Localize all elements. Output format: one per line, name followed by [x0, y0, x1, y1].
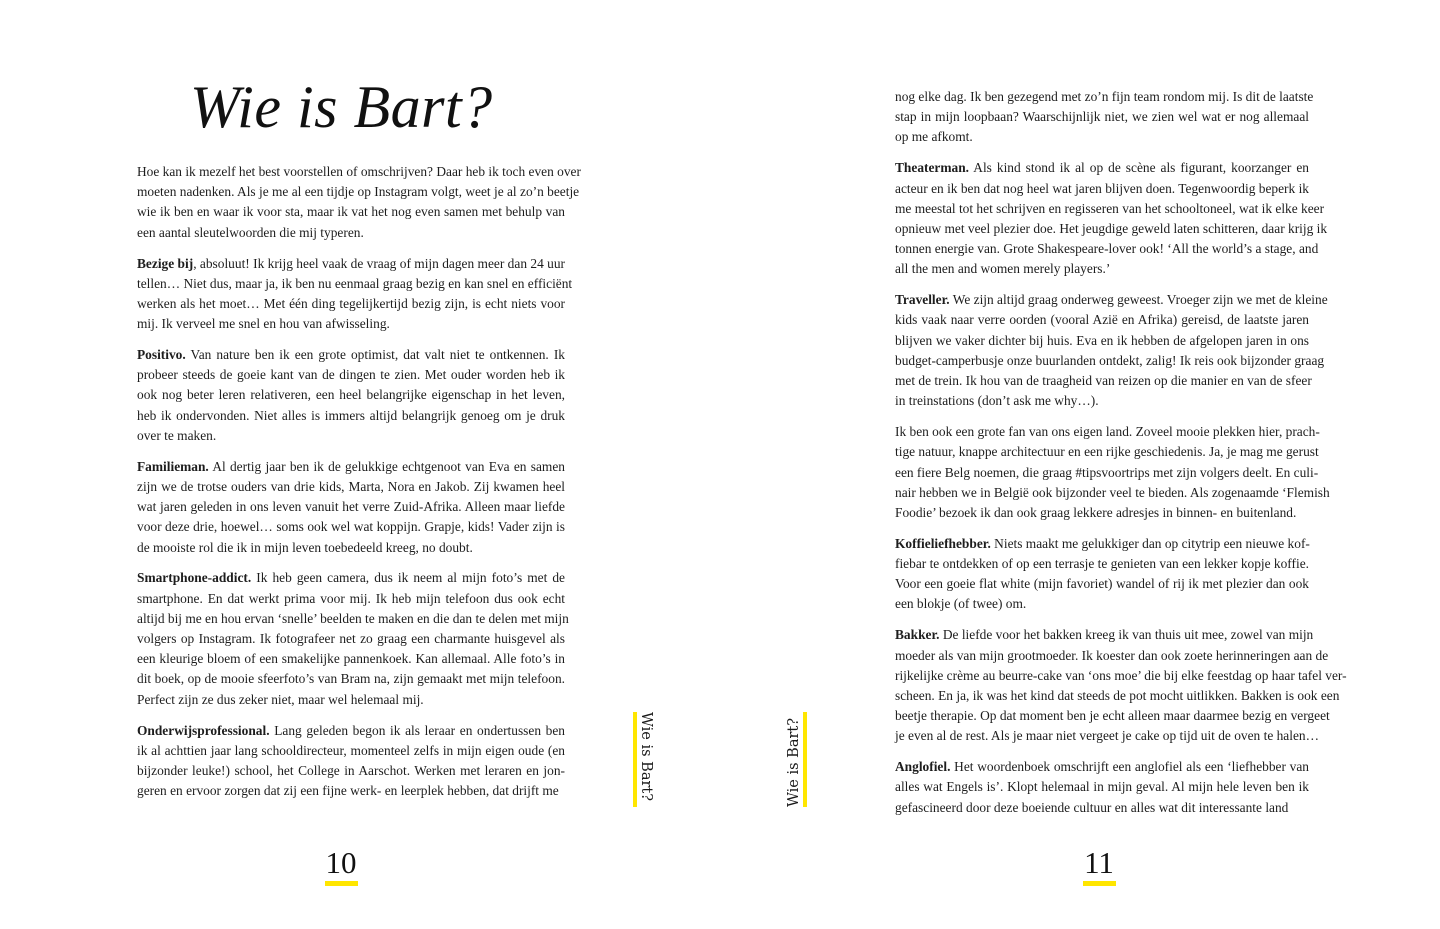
text-line [895, 331, 1309, 351]
paragraph [895, 290, 1328, 411]
paragraph-keyword: Positivo. [137, 347, 186, 362]
text-line [137, 274, 573, 294]
text-line [137, 182, 580, 202]
text-line [137, 690, 565, 710]
paragraph [137, 457, 565, 558]
text-line [137, 517, 565, 537]
line-text: me meestal tot het schrijven en regisseren van het schooltoneel, wat ik elke keer [895, 200, 1325, 216]
text-line [137, 741, 565, 761]
text-line [895, 239, 1319, 259]
page-number-right: 11 [1084, 845, 1114, 880]
text-line [137, 538, 565, 558]
text-line [895, 199, 1325, 219]
paragraph-keyword: Onderwijsprofessional. [137, 722, 270, 738]
text-line [137, 761, 565, 781]
line-text: Van nature ben ik een grote optimist, dat valt niet te ontkennen. Ik [185, 347, 565, 362]
line-text: een aantal sleutelwoorden die mij typeren. [137, 224, 364, 240]
line-text: een fiere Belg noemen, die graag #tipsvoortrips met zijn volgers deelt. En culi- [895, 464, 1319, 480]
text-line [895, 574, 1309, 594]
line-text: over te maken. [137, 427, 217, 443]
text-line [895, 503, 1309, 523]
line-text: Al dertig jaar ben ik de gelukkige echtgenoot van Eva en samen [208, 458, 565, 474]
line-text: dit boek, op de mooie sfeerfoto’s van Bram na, zijn gemaakt met mijn telefoon. [137, 671, 565, 687]
line-text: gefascineerd door deze boeiende cultuur en alles wat dit interessante land [895, 799, 1289, 815]
side-tab-accent-bar [803, 712, 807, 807]
paragraph [137, 254, 573, 335]
text-line [137, 669, 565, 689]
text-line [895, 666, 1347, 686]
text-line [895, 757, 1309, 777]
text-line [137, 477, 565, 497]
line-text: geren en ervoor zorgen dat zij een fijne werk- en leerplek hebben, dat drijft me [137, 783, 559, 799]
line-text: mij. Ik verveel me snel en hou van afwisseling. [137, 316, 390, 332]
text-line [137, 385, 565, 405]
text-line [895, 87, 1314, 107]
paragraph-keyword: Anglofiel. [895, 759, 951, 775]
paragraph-keyword: Theaterman. [895, 160, 970, 176]
line-text: Als kind stond ik al op de scène als figurant, koorzanger en [969, 160, 1309, 176]
text-line [895, 127, 1309, 147]
paragraph-keyword: Bezige bij [137, 255, 194, 271]
line-text: Het woordenboek omschrijft een anglofiel als een ‘liefhebber van [950, 759, 1309, 775]
line-text: bijzonder leuke!) school, het College in Aarschot. Werken met leraren en jon- [137, 762, 565, 778]
left-body-text [137, 162, 581, 812]
line-text: smartphone. En dat werkt prima voor mij. Ik heb mijn telefoon dus ook echt [137, 590, 565, 606]
line-text: Perfect zijn ze dus zeker niet, maar wel helemaal mij. [137, 691, 424, 707]
line-text: zijn we de trotse ouders van drie kids, Marta, Nora en Jakob. Zij kwamen heel [137, 478, 565, 494]
text-line [895, 310, 1309, 330]
text-line [895, 391, 1309, 411]
line-text: De liefde voor het bakken kreeg ik van thuis uit mee, zowel van mijn [939, 627, 1314, 643]
text-line [895, 625, 1314, 645]
text-line [895, 290, 1328, 310]
right-body-text [895, 87, 1347, 829]
line-text: Lang geleden begon ik als leraar en ondertussen ben [269, 722, 565, 738]
text-line [137, 345, 565, 365]
text-line [137, 406, 565, 426]
text-line [895, 554, 1309, 574]
text-line [137, 254, 565, 274]
line-text: , absoluut! Ik krijg heel vaak de vraag of mijn dagen meer dan 24 uur [193, 255, 566, 271]
text-line [137, 162, 581, 182]
text-line [137, 314, 565, 334]
line-text: kids vaak naar verre oorden (vooral Azië en Afrika) gereisd, de laatste jaren [895, 312, 1309, 328]
text-line [895, 442, 1319, 462]
line-text: wat jaren geleden in ons leven vanuit het verre Zuid-Afrika. Alleen maar liefde [137, 499, 565, 515]
text-line [895, 179, 1309, 199]
line-text: beetje therapie. Op dat moment ben je echt alleen maar daarmee bezig en vergeet [895, 708, 1330, 724]
line-text: moeder als van mijn grootmoeder. Ik koester dan ook zoete herinneringen aan de [895, 647, 1329, 663]
text-line [895, 158, 1309, 178]
paragraph [895, 87, 1314, 148]
right-page [720, 0, 1440, 929]
text-line [895, 686, 1340, 706]
line-text: stap in mijn loopbaan? Waarschijnlijk niet, we zien wel wat er nog allemaal [895, 109, 1309, 125]
paragraph [895, 422, 1330, 523]
text-line [895, 107, 1309, 127]
line-text: volgers op Instagram. Ik fotografeer net zo graag een charmante huisgevel als [137, 631, 565, 647]
paragraph [137, 721, 565, 802]
line-text: op me afkomt. [895, 129, 973, 145]
text-line [137, 609, 569, 629]
text-line [137, 223, 565, 243]
text-line [137, 426, 565, 446]
text-line [895, 706, 1330, 726]
paragraph [895, 625, 1347, 746]
side-tab-label: Wie is Bart? [638, 712, 654, 801]
line-text: rijkelijke crème au beurre-cake van ‘ons moe’ die bij elke feestdag op haar tafel ver- [895, 667, 1347, 683]
text-line [895, 534, 1309, 554]
line-text: met de trein. Ik hou van de traagheid van reizen op die manier en van de sfeer [895, 373, 1312, 389]
line-text: Hoe kan ik mezelf het best voorstellen of omschrijven? Daar heb ik toch even over [137, 164, 581, 179]
line-text: Voor een goeie flat white (mijn favoriet) wandel of rij ik met plezier dan ook [895, 576, 1309, 592]
line-text: budget-camperbusje onze buurlanden ontdekt, zalig! Ik reis ook bijzonder graag [895, 352, 1325, 368]
text-line [895, 422, 1320, 442]
line-text: nair hebben we in België ook bijzonder veel te bieden. Als zogenaamde ‘Flemish [895, 484, 1330, 500]
line-text: tonnen energie van. Grote Shakespeare-lover ook! ‘All the world’s a stage, and [895, 241, 1319, 257]
text-line [137, 649, 565, 669]
text-line [137, 589, 565, 609]
chapter-title: Wie is Bart? [190, 74, 493, 140]
line-text: voor deze drie, hoewel… soms ook wel wat koppijn. Grapje, kids! Vader zijn is [137, 519, 565, 535]
line-text: werken als het moet… Met één ding tegelijkertijd bezig zijn, is echt niets voor [137, 295, 565, 311]
text-line [895, 371, 1312, 391]
text-line [137, 781, 565, 801]
paragraph [137, 345, 565, 446]
paragraph [895, 158, 1328, 279]
text-line [137, 457, 565, 477]
line-text: probeer steeds de goeie kant van de dingen te zien. Met ouder worden heb ik [137, 367, 565, 383]
page-number-underline [325, 881, 358, 886]
line-text: fiebar te ontdekken of op een terrasje te genieten van een lekker kopje koffie. [895, 556, 1309, 572]
line-text: We zijn altijd graag onderweg geweest. Vroeger zijn we met de kleine [949, 292, 1328, 308]
text-line [137, 721, 565, 741]
text-line [895, 646, 1329, 666]
line-text: nog elke dag. Ik ben gezegend met zo’n fijn team rondom mij. Is dit de laatste [895, 89, 1314, 104]
line-text: in treinstations (don’t ask me why…). [895, 393, 1099, 409]
line-text: altijd bij me en hou ervan ‘snelle’ beelden te maken en die dan te delen met mijn [137, 610, 569, 626]
line-text: scheen. En ja, ik was het kind dat steeds de pot mocht uitlikken. Bakken is ook een [895, 687, 1340, 703]
paragraph [137, 162, 581, 243]
line-text: Ik heb geen camera, dus ik neem al mijn foto’s met de [251, 570, 565, 586]
paragraph [895, 534, 1309, 615]
text-line [137, 365, 565, 385]
line-text: all the men and women merely players.’ [895, 261, 1111, 277]
line-text: tellen… Niet dus, maar ja, ik ben nu eenmaal graag bezig en kan snel en efficiënt [137, 275, 573, 291]
text-line [895, 463, 1319, 483]
text-line [895, 594, 1309, 614]
paragraph-keyword: Bakker. [895, 627, 940, 643]
paragraph-keyword: Familieman. [137, 458, 209, 474]
line-text: alles wat Engels is’. Klopt helemaal in mijn geval. Al mijn hele leven ben ik [895, 779, 1309, 795]
line-text: Foodie’ bezoek ik dan ook graag lekkere adresjes in binnen- en buitenland. [895, 504, 1297, 520]
page-number-left: 10 [325, 845, 357, 880]
paragraph [895, 757, 1309, 818]
text-line [895, 219, 1328, 239]
line-text: Ik ben ook een grote fan van ons eigen land. Zoveel mooie plekken hier, prach- [895, 424, 1320, 440]
line-text: tige natuur, knappe architectuur en een rijke geschiedenis. Ja, je mag me gerust [895, 444, 1319, 460]
text-line [895, 259, 1309, 279]
line-text: je even al de rest. Als je maar niet vergeet je cake op tijd uit de oven te halen… [895, 728, 1320, 744]
side-tab-right [787, 712, 807, 807]
line-text: heb ik ondervonden. Niet alles is immers altijd belangrijk genoeg om je druk [137, 407, 565, 423]
line-text: moeten nadenken. Als je me al een tijdje op Instagram volgt, weet je al zo’n beetje [137, 184, 580, 200]
line-text: ook nog beter leren relativeren, een heel belangrijke eigenschap in het leven, [137, 387, 565, 403]
side-tab-label: Wie is Bart? [786, 718, 802, 807]
line-text: een kleurige bloem of een smakelijke pannenkoek. Kan allemaal. Alle foto’s in [137, 651, 565, 667]
line-text: blijven we vaker dichter bij huis. Eva en ik hebben de afgelopen jaren in ons [895, 332, 1309, 348]
line-text: een blokje (of twee) om. [895, 596, 1027, 612]
text-line [137, 202, 565, 222]
line-text: de mooiste rol die ik in mijn leven toebedeeld kreeg, no doubt. [137, 539, 473, 555]
line-text: Niets maakt me gelukkiger dan op citytrip een nieuwe kof- [990, 535, 1310, 551]
text-line [137, 497, 565, 517]
text-line [895, 726, 1320, 746]
text-line [137, 294, 565, 314]
line-text: ik al achttien jaar lang schooldirecteur, momenteel zelfs in mijn eigen oude (en [137, 742, 565, 758]
paragraph-keyword: Koffieliefhebber. [895, 535, 991, 551]
text-line [137, 568, 565, 588]
text-line [895, 798, 1309, 818]
side-tab-left [633, 712, 653, 807]
paragraph [137, 568, 569, 709]
line-text: acteur en ik ben dat nog heel wat jaren blijven doen. Tegenwoordig beperk ik [895, 180, 1309, 196]
paragraph-keyword: Traveller. [895, 292, 950, 308]
line-text: wie ik ben en waar ik voor sta, maar ik vat het nog even samen met behulp van [137, 204, 565, 220]
text-line [895, 777, 1309, 797]
line-text: opnieuw met veel plezier doe. Het jeugdige geweld laten schitteren, daar krijg ik [895, 220, 1328, 236]
text-line [895, 351, 1325, 371]
page-number-underline [1083, 881, 1116, 886]
text-line [137, 629, 565, 649]
paragraph-keyword: Smartphone-addict. [137, 570, 252, 586]
text-line [895, 483, 1330, 503]
